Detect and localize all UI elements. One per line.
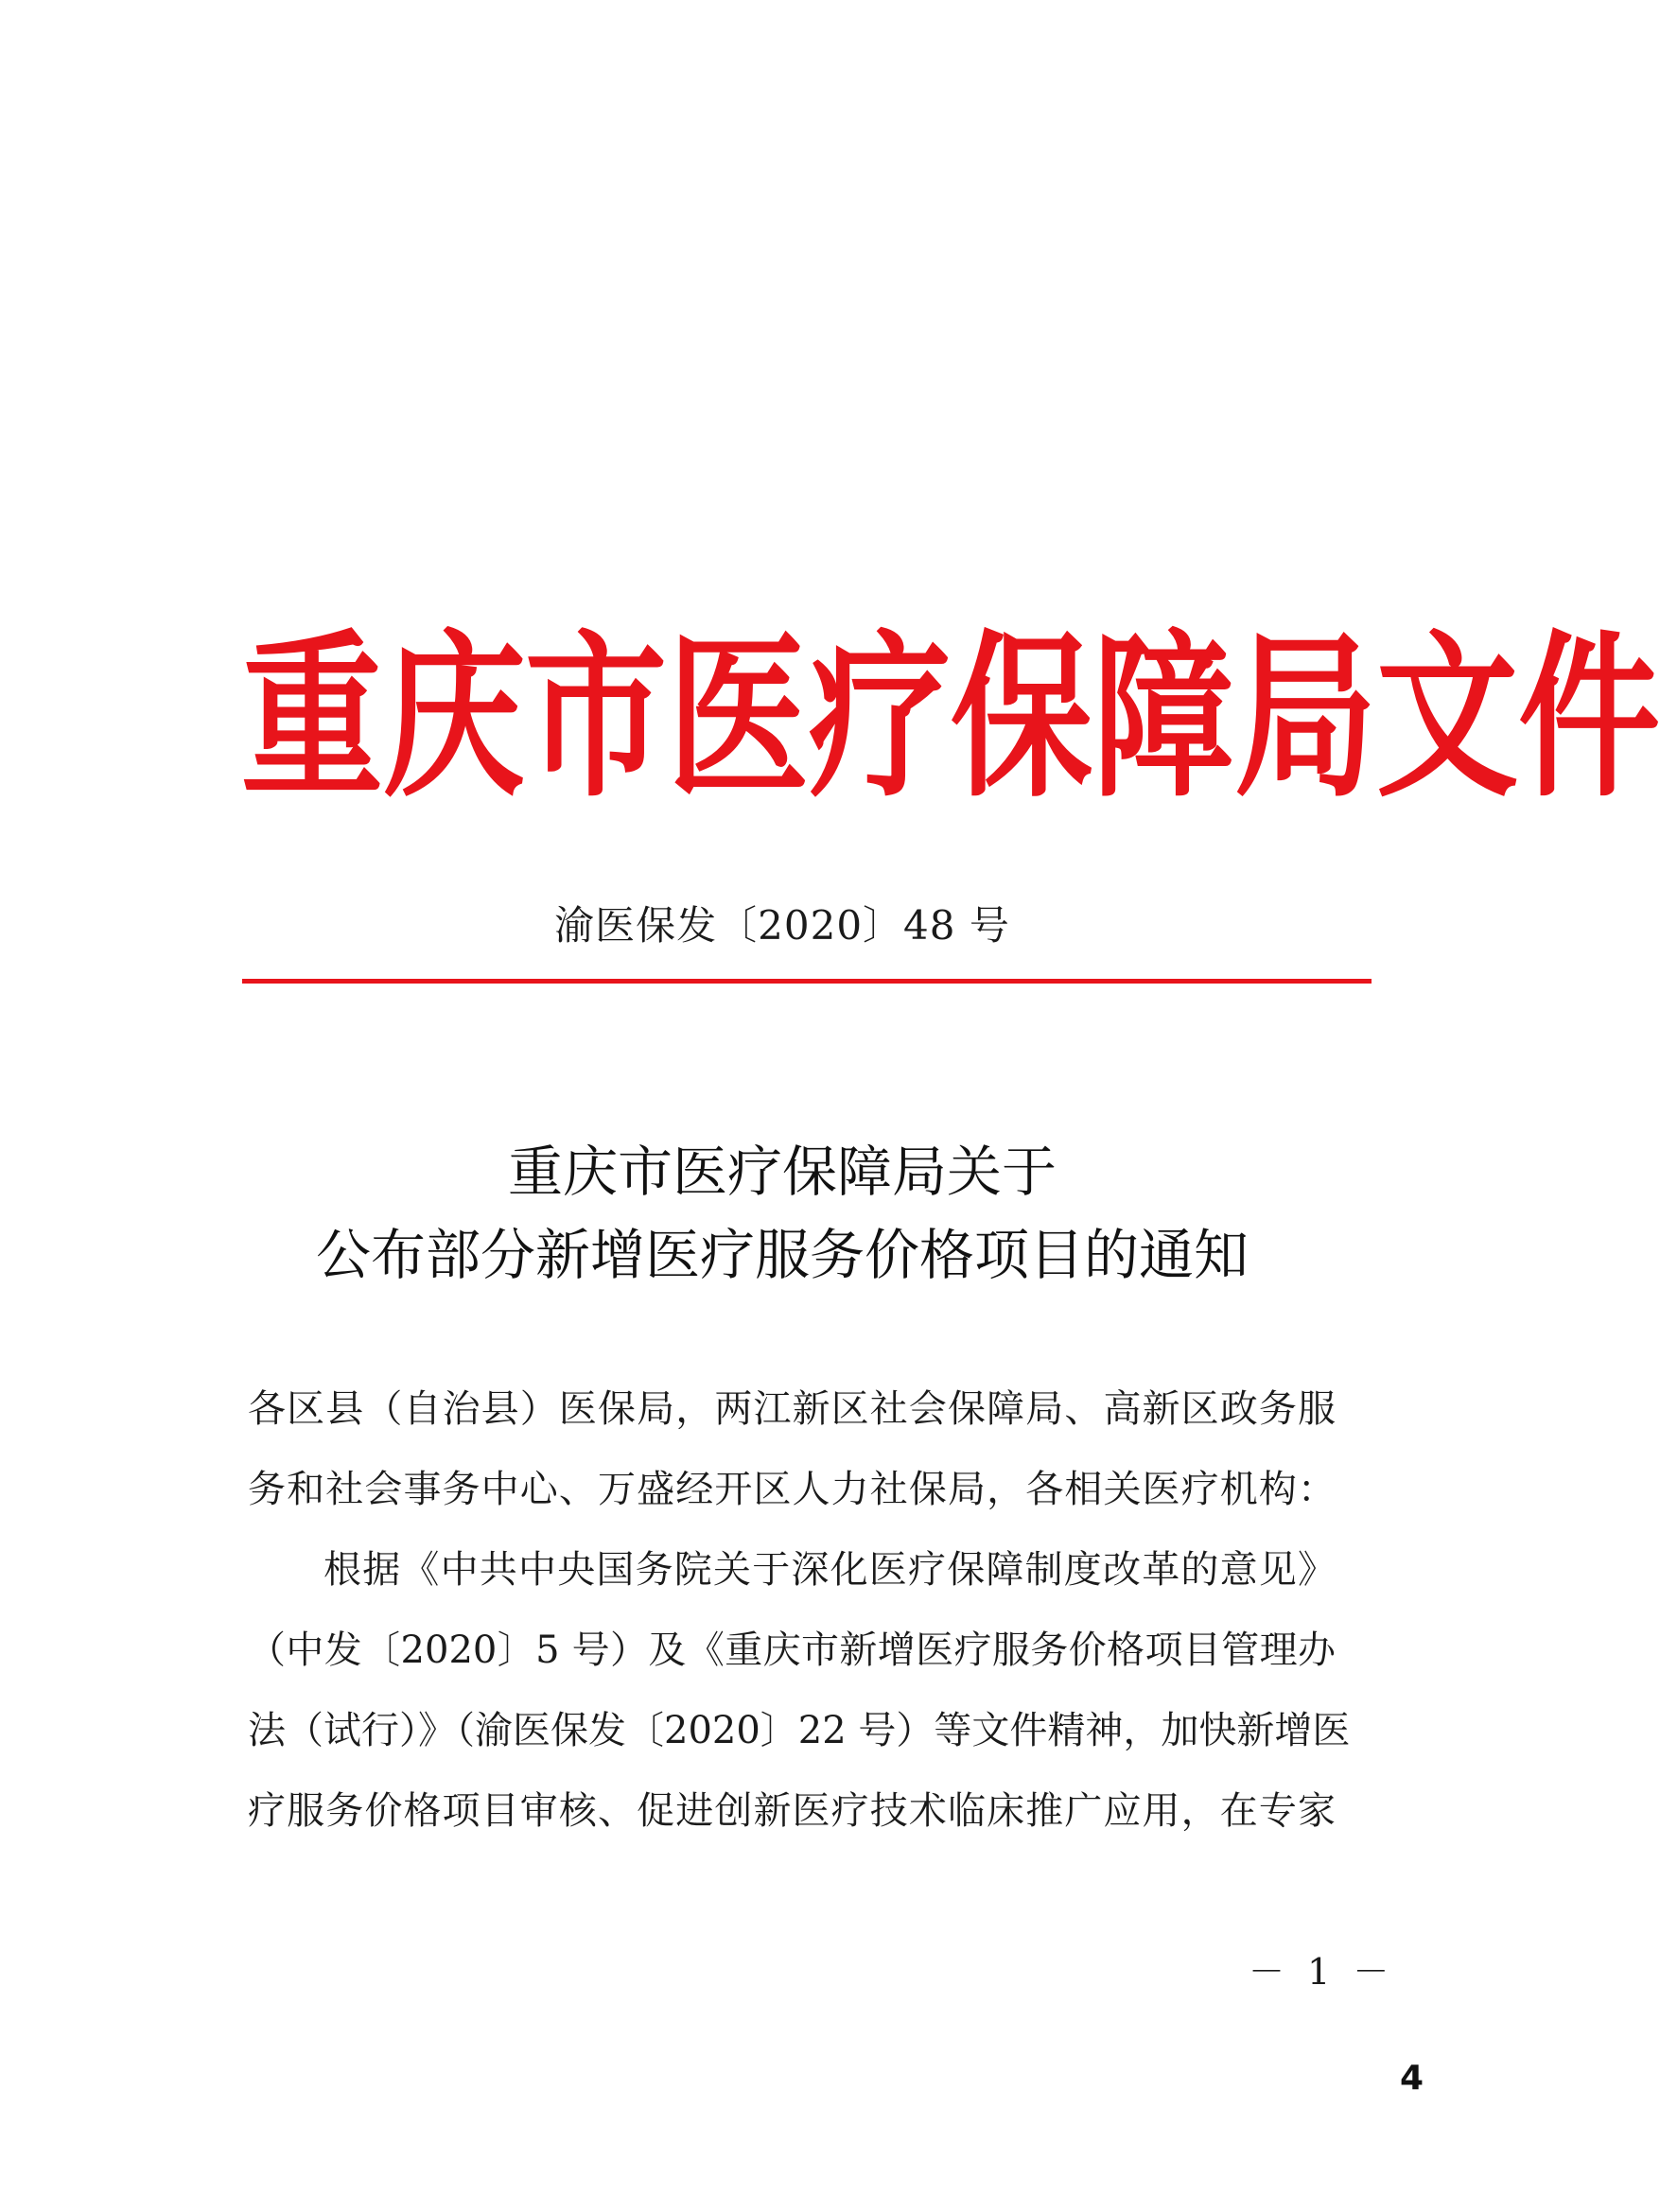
masthead-char: 疗 (809, 616, 952, 822)
masthead-char: 市 (525, 616, 668, 822)
body-paragraph-line-2: （中发〔2020〕5 号）及《重庆市新增医疗服务价格项目管理办 (248, 1629, 1336, 1672)
notice-title-line-2: 公布部分新增医疗服务价格项目的通知 (315, 1223, 1249, 1287)
masthead-char: 重 (241, 616, 384, 822)
body-paragraph-line-4: 疗服务价格项目审核、促进创新医疗技术临床推广应用，在专家 (248, 1789, 1336, 1833)
addressee-line-1: 各区县（自治县）医保局，两江新区社会保障局、高新区政务服 (248, 1387, 1336, 1431)
masthead-char: 保 (951, 616, 1093, 822)
red-divider-line (242, 979, 1372, 984)
document-number: 渝医保发〔2020〕48 号 (554, 902, 1010, 949)
masthead-char: 局 (1234, 616, 1377, 822)
notice-title-line-1: 重庆市医疗保障局关于 (507, 1140, 1057, 1204)
body-paragraph-line-1: 根据《中共中央国务院关于深化医疗保障制度改革的意见》 (323, 1548, 1336, 1592)
masthead-title (241, 616, 1660, 822)
masthead-char: 医 (667, 616, 810, 822)
masthead-char: 障 (1092, 616, 1235, 822)
masthead-char: 件 (1518, 616, 1660, 822)
body-paragraph-line-3: 法（试行）》（渝医保发〔2020〕22 号）等文件精神，加快新增医 (248, 1709, 1351, 1752)
masthead-char: 文 (1376, 616, 1519, 822)
masthead-char: 庆 (383, 616, 526, 822)
page-folio: － 1 － (1249, 1951, 1395, 1993)
addressee-line-2: 务和社会事务中心、万盛经开区人力社保局，各相关医疗机构： (248, 1468, 1336, 1511)
page-number: 4 (1400, 2059, 1424, 2098)
